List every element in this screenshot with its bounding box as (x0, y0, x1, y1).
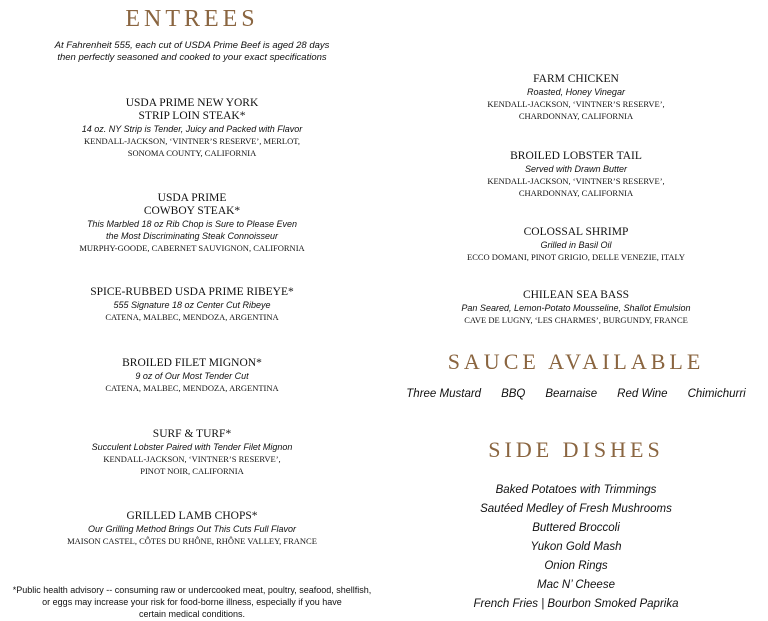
item-description: 555 Signature 18 oz Center Cut Ribeye (113, 300, 271, 310)
item-name: COLOSSAL SHRIMP (523, 226, 629, 238)
wine-pairing: ECCO DOMANI, PINOT GRIGIO, DELLE VENEZIE, ITALY (467, 252, 685, 262)
side-dish-item: Sautéed Medley of Fresh Mushrooms (480, 503, 672, 515)
item-name: USDA PRIME COWBOY STEAK* (143, 192, 241, 217)
item-name: SURF & TURF* (152, 428, 232, 440)
side-dishes-list (384, 481, 768, 614)
menu-item-farm-chicken (384, 73, 768, 122)
side-dishes-heading: SIDE DISHES (488, 437, 664, 462)
wine-pairing: CAVE DE LUGNY, ‘LES CHARMES’, BURGUNDY, FRANCE (464, 315, 688, 325)
menu-item-colossal-shrimp (384, 226, 768, 263)
item-description: Succulent Lobster Paired with Tender Filet Mignon (91, 442, 293, 452)
wine-pairing: KENDALL-JACKSON, ‘VINTNER’S RESERVE’, MERLOT, SONOMA COUNTY, CALIFORNIA (84, 136, 300, 158)
wine-pairing: CATENA, MALBEC, MENDOZA, ARGENTINA (105, 383, 279, 393)
item-description: Grilled in Basil Oil (540, 240, 612, 250)
side-dish-item: Baked Potatoes with Trimmings (495, 484, 657, 496)
wine-pairing: CATENA, MALBEC, MENDOZA, ARGENTINA (105, 312, 279, 322)
menu-item-cowboy-steak (0, 192, 384, 254)
intro-line-1: At Fahrenheit 555, each cut of USDA Prime Beef is aged 28 days (54, 40, 330, 51)
item-name: BROILED FILET MIGNON* (122, 357, 262, 369)
menu-item-lamb-chops (0, 510, 384, 547)
menu-item-filet-mignon (0, 357, 384, 394)
wine-pairing: KENDALL-JACKSON, ‘VINTNER’S RESERVE’, CHARDONNAY, CALIFORNIA (487, 176, 665, 198)
item-name: CHILEAN SEA BASS (522, 289, 630, 301)
item-description: 9 oz of Our Most Tender Cut (135, 371, 249, 381)
entrees-column-right (384, 0, 768, 621)
menu-item-sea-bass (384, 289, 768, 326)
menu-item-surf-turf (0, 428, 384, 477)
entrees-intro (0, 40, 384, 64)
sauce-item: Chimichurri (687, 388, 746, 400)
health-advisory: *Public health advisory -- consuming raw or undercooked meat, poultry, seafood, shellfish, or eggs may increase your risk for food-borne illness, especially if you have certain medical conditions. (12, 585, 372, 619)
item-description: Pan Seared, Lemon-Potato Mousseline, Shallot Emulsion (461, 303, 691, 313)
side-dish-item: French Fries | Bourbon Smoked Paprika (473, 598, 679, 610)
item-description: This Marbled 18 oz Rib Chop is Sure to Please Even the Most Discriminating Steak Connoisseur (86, 219, 298, 241)
wine-pairing: MAISON CASTEL, CÔTES DU RHÔNE, RHÔNE VALLEY, FRANCE (67, 536, 317, 546)
item-description: 14 oz. NY Strip is Tender, Juicy and Packed with Flavor (81, 124, 303, 134)
item-description: Our Grilling Method Brings Out This Cuts Full Flavor (87, 524, 297, 534)
menu-item-ribeye (0, 286, 384, 323)
menu-item-ny-strip (0, 97, 384, 159)
item-name: GRILLED LAMB CHOPS* (126, 510, 258, 522)
entrees-heading: ENTREES (125, 6, 259, 32)
menu-item-lobster-tail (384, 150, 768, 199)
sauce-item: Bearnaise (545, 388, 598, 400)
item-name: USDA PRIME NEW YORK STRIP LOIN STEAK* (125, 97, 259, 122)
side-dish-item: Onion Rings (544, 560, 608, 572)
wine-pairing: MURPHY-GOODE, CABERNET SAUVIGNON, CALIFORNIA (79, 243, 305, 253)
item-name: BROILED LOBSTER TAIL (510, 150, 642, 162)
side-dish-item: Yukon Gold Mash (530, 541, 622, 553)
sauce-item: BBQ (501, 388, 526, 400)
item-description: Roasted, Honey Vinegar (527, 87, 625, 97)
item-name: FARM CHICKEN (533, 73, 619, 85)
sauce-item: Three Mustard (406, 388, 482, 400)
side-dish-item: Mac N’ Cheese (537, 579, 615, 591)
sauce-item: Red Wine (617, 388, 668, 400)
wine-pairing: KENDALL-JACKSON, ‘VINTNER’S RESERVE’, PINOT NOIR, CALIFORNIA (103, 454, 281, 476)
wine-pairing: KENDALL-JACKSON, ‘VINTNER’S RESERVE’, CHARDONNAY, CALIFORNIA (487, 99, 665, 121)
sauce-heading: SAUCE AVAILABLE (447, 349, 705, 374)
side-dish-item: Buttered Broccoli (532, 522, 620, 534)
item-description: Served with Drawn Butter (524, 164, 628, 174)
sauce-list (384, 388, 768, 400)
intro-line-2: then perfectly seasoned and cooked to your exact specifications (57, 52, 327, 63)
item-name: SPICE-RUBBED USDA PRIME RIBEYE* (90, 286, 294, 298)
